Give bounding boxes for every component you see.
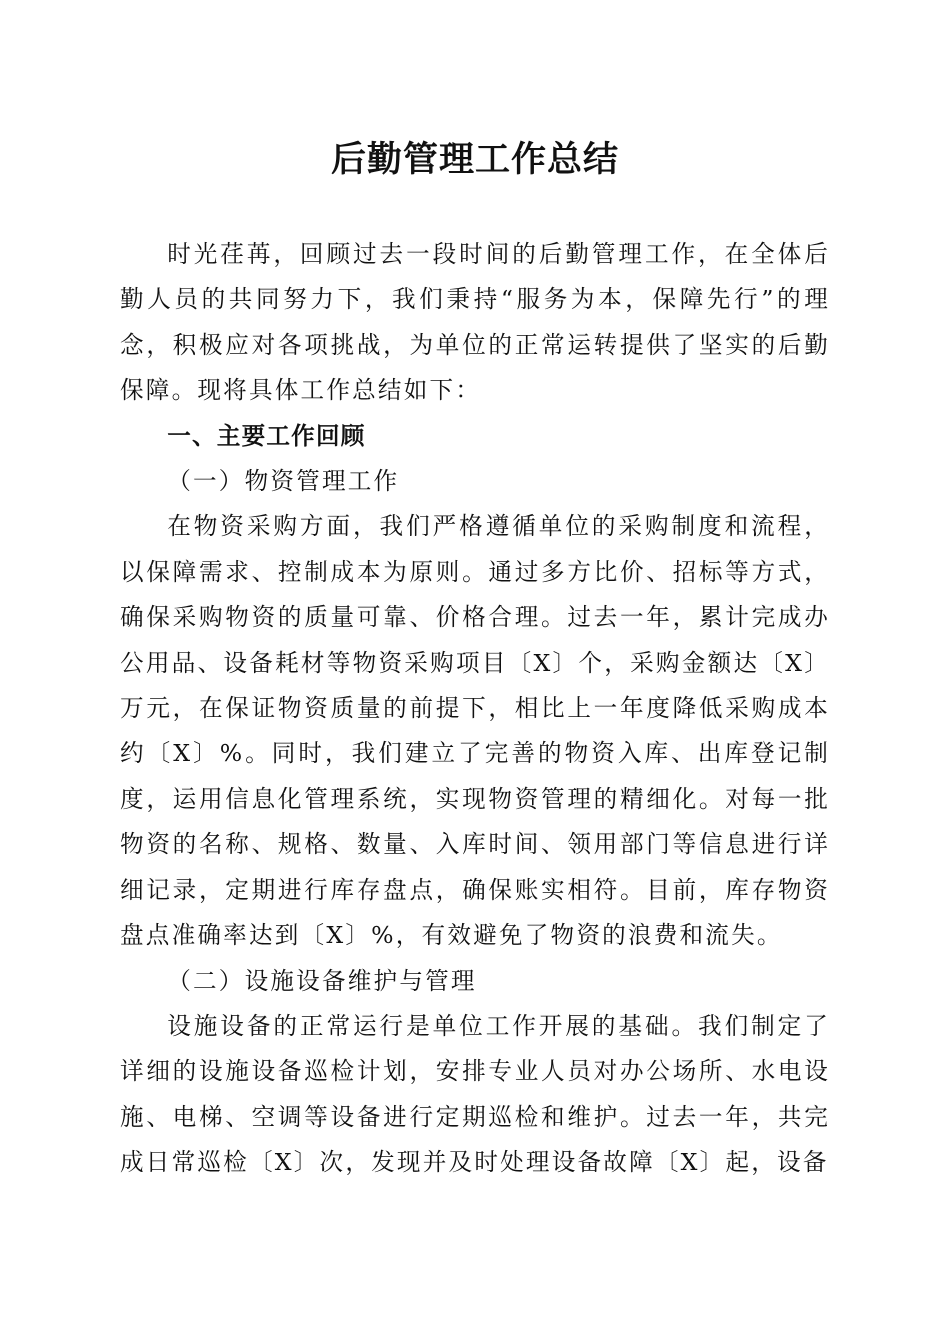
document-body	[120, 232, 830, 1186]
section-heading: 一、主要工作回顾	[167, 421, 366, 450]
materials-paragraph: 在物资采购方面，我们严格遵循单位的采购制度和流程，以保障需求、控制成本为原则。通过多方比价、招标等方式，确保采购物资的质量可靠、价格合理。过去一年，累计完成办公用品、设备耗材等物资采购项目〔X〕个，采购金额达〔X〕万元，在保证物资质量的前提下，相比上一年度降低采购成本约〔X〕%。同时，我们建立了完善的物资入库、出库登记制度，运用信息化管理系统，实现物资管理的精细化。对每一批物资的名称、规格、数量、入库时间、领用部门等信息进行详细记录，定期进行库存盘点，确保账实相符。目前，库存物资盘点准确率达到〔X〕%，有效避免了物资的浪费和流失。	[120, 512, 830, 950]
subsection-heading-facilities: （二）设施设备维护与管理	[167, 966, 477, 995]
subsection-heading-materials: （一）物资管理工作	[167, 467, 400, 496]
intro-paragraph: 时光荏苒，回顾过去一段时间的后勤管理工作，在全体后勤人员的共同努力下，我们秉持“服务为本，保障先行”的理念，积极应对各项挑战，为单位的正常运转提供了坚实的后勤保障。现将具体工作总结如下：	[120, 240, 830, 405]
document-title: 后勤管理工作总结	[330, 139, 619, 180]
facilities-paragraph: 设施设备的正常运行是单位工作开展的基础。我们制定了详细的设施设备巡检计划，安排专业人员对办公场所、水电设施、电梯、空调等设备进行定期巡检和维护。过去一年，共完成日常巡检〔X〕次，发现并及时处理设备故障〔X〕起，设备	[120, 1011, 830, 1177]
